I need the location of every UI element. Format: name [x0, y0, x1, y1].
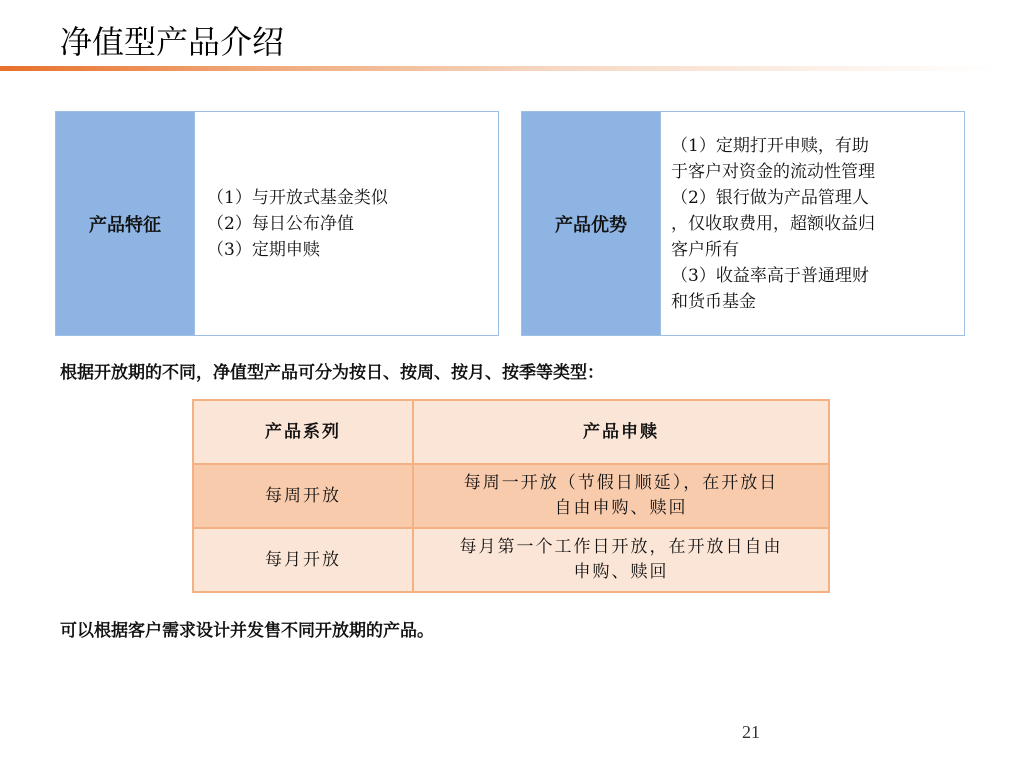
page-title: 净值型产品介绍 [60, 23, 285, 61]
advantages-content [661, 112, 964, 335]
redemption-line: 每月第一个工作日开放，在开放日自由 [459, 537, 783, 557]
features-label: 产品特征 [56, 112, 195, 335]
redemption-cell [413, 464, 829, 528]
advantages-line: 和货币基金 [671, 291, 756, 312]
redemption-cell [413, 528, 829, 592]
table-row [193, 464, 829, 528]
advantages-label: 产品优势 [522, 112, 661, 335]
features-line: （1）与开放式基金类似 [207, 187, 388, 208]
table-header-series: 产品系列 [193, 400, 413, 464]
redemption-line: 申购、赎回 [573, 562, 669, 582]
advantages-line: （3）收益率高于普通理财 [671, 265, 869, 286]
advantages-line: 客户所有 [671, 239, 739, 260]
series-cell: 每周开放 [193, 464, 413, 528]
table-header-redemption: 产品申赎 [413, 400, 829, 464]
table-header-row [193, 400, 829, 464]
advantages-line: ，仅收取费用，超额收益归 [671, 213, 875, 234]
advantages-line: 于客户对资金的流动性管理 [671, 161, 875, 182]
product-series-table [192, 399, 830, 593]
features-box [55, 111, 499, 336]
table-row [193, 528, 829, 592]
features-line: （2）每日公布净值 [207, 213, 354, 234]
series-cell: 每月开放 [193, 528, 413, 592]
advantages-line: （2）银行做为产品管理人 [671, 187, 869, 208]
redemption-line: 每周一开放（节假日顺延），在开放日 [463, 473, 779, 493]
intro-text: 根据开放期的不同，净值型产品可分为按日、按周、按月、按季等类型： [60, 363, 604, 383]
redemption-line: 自由申购、赎回 [554, 498, 688, 518]
advantages-box [521, 111, 965, 336]
page-number: 21 [742, 722, 760, 742]
features-content [195, 112, 498, 335]
title-underline [0, 66, 1000, 71]
outro-text: 可以根据客户需求设计并发售不同开放期的产品。 [60, 621, 434, 641]
advantages-line: （1）定期打开申赎，有助 [671, 135, 869, 156]
features-line: （3）定期申赎 [207, 239, 320, 260]
